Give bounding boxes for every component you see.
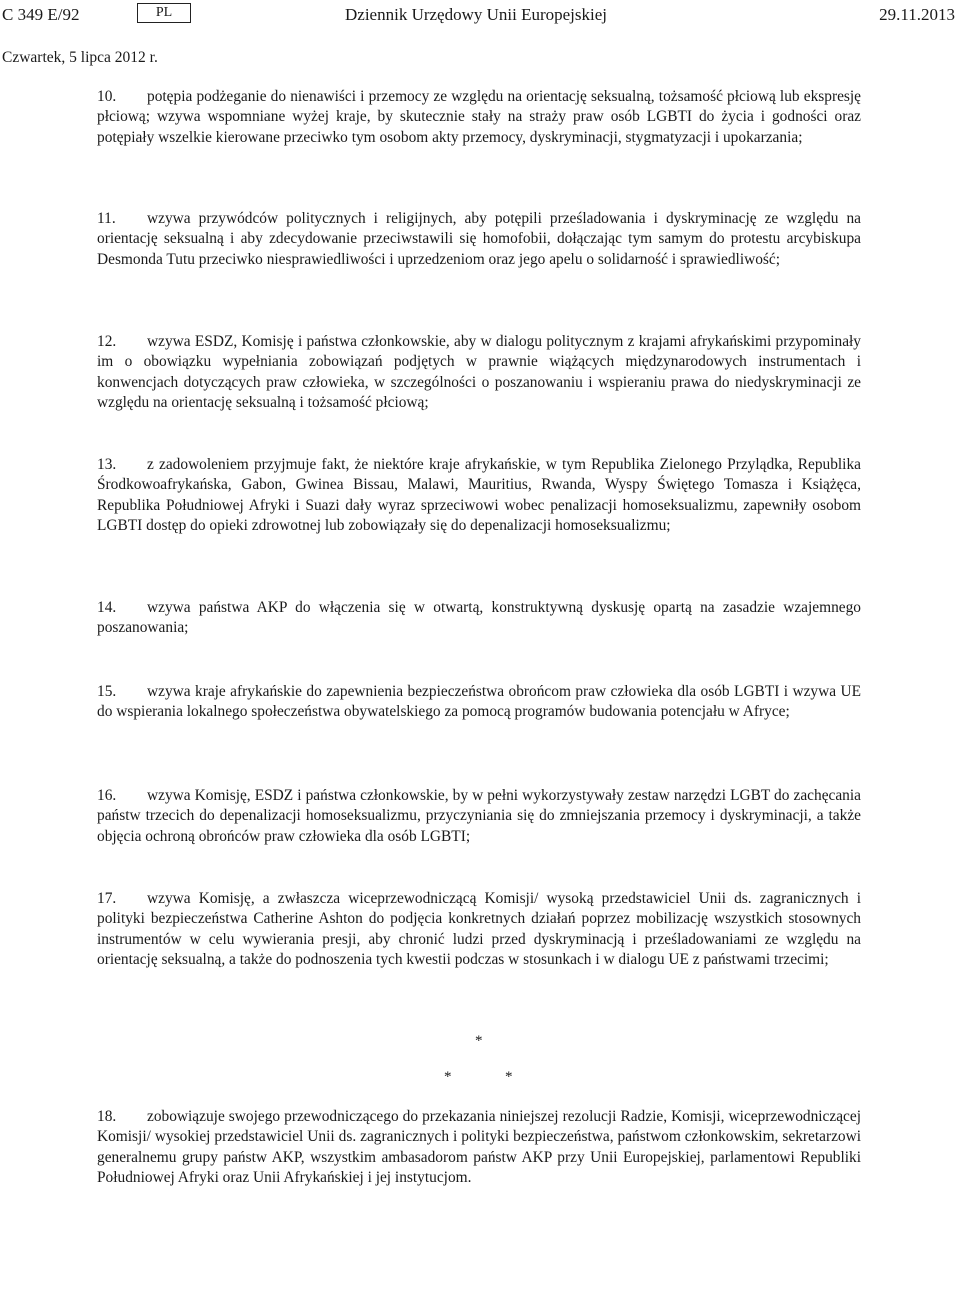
paragraph-number: 17. <box>97 890 117 907</box>
issue-number: C 349 E/92 <box>2 5 80 24</box>
journal-title: Dziennik Urzędowy Unii Europejskiej <box>345 5 608 24</box>
paragraph-text: wzywa kraje afrykańskie do zapewnienia bezpieczeństwa obrońcom praw człowieka dla osób LGBTI i wzywa UE do wspierania lokalnego społeczeństwa obywatelskiego za pomocą programów budowania potencjału w Afryce; <box>97 683 861 721</box>
paragraph-number: 12. <box>97 333 117 350</box>
paragraph-text: wzywa ESDZ, Komisję i państwa członkowskie, aby w dialogu politycznym z krajami afrykańskimi przypominały im o obowiązku wypełniania zobowiązań podjętych w prawnie wiążących międzynarodowych instrumentach i konwencjach dotyczących praw człowieka, w szczególności o poszanowaniu i wspieraniu prawa do niedyskryminacji ze względu na orientację seksualną i tożsamość płciową; <box>97 333 861 412</box>
paragraph-number: 15. <box>97 683 117 700</box>
paragraph-text: wzywa państwa AKP do włączenia się w otwartą, konstruktywną dyskusję opartą na zasadzie wzajemnego poszanowania; <box>97 599 861 637</box>
paragraph-number: 11. <box>97 210 116 227</box>
paragraph-text: zobowiązuje swojego przewodniczącego do przekazania niniejszej rezolucji Radzie, Komisji, wiceprzewodniczącej Komisji/ wysokiej przedstawiciel Unii ds. zagranicznych i polityki bezpieczeństwa, państwom członkowskim, sekretarzowi generalnemu grupy państw AKP, wszystkim ambasadorom państw AKP przy Unii Europejskiej, parlamentowi Republiki Południowej Afryki oraz Unii Afrykańskiej i jej instytucjom. <box>97 1108 861 1187</box>
paragraph-18 <box>97 1107 861 1189</box>
paragraph-number: 14. <box>97 599 117 616</box>
paragraph-17 <box>97 889 861 971</box>
separator-asterisk: * <box>444 1069 452 1085</box>
paragraph-text: wzywa przywódców politycznych i religijnych, aby potępili prześladowania i dyskryminację ze względu na orientację seksualną i aby zdecydowanie przeciwstawili się homofobii, dołączając tym samym do protestu arcybiskupa Desmonda Tutu przeciwko niesprawiedliwości i uprzedzeniom oraz jego apelu o solidarność i sprawiedliwość; <box>97 210 861 268</box>
paragraph-number: 10. <box>97 88 117 105</box>
separator-asterisk: * <box>475 1033 483 1049</box>
separator-asterisk: * <box>505 1069 513 1085</box>
paragraph-number: 13. <box>97 456 117 473</box>
paragraph-text: wzywa Komisję, ESDZ i państwa członkowskie, by w pełni wykorzystywały zestaw narzędzi LGBT do zachęcania państw trzecich do depenalizacji homoseksualizmu, przyczyniania się do zmniejszania przemocy i dyskryminacji, a także objęcia ochroną obrońców praw człowieka dla osób LGBTI; <box>97 787 861 845</box>
paragraph-12 <box>97 332 861 414</box>
paragraph-number: 16. <box>97 787 117 804</box>
paragraph-13 <box>97 455 861 537</box>
paragraph-text: potępia podżeganie do nienawiści i przemocy ze względu na orientację seksualną, tożsamość płciową lub ekspresję płciową; wzywa wspomniane wyżej kraje, by skutecznie stały na straży praw osób LGBTI do życia i godności oraz potępiały wszelkie kierowane przeciwko tym osobom akty przemocy, dyskryminacji, stygmatyzacji i upokarzania; <box>97 88 861 146</box>
paragraph-11 <box>97 209 861 270</box>
paragraph-text: z zadowoleniem przyjmuje fakt, że niektóre kraje afrykańskie, w tym Republika Zielonego Przylądka, Republika Środkowoafrykańska, Gabon, Gwinea Bissau, Malawi, Mauritius, Rwanda, Wyspy Świętego Tomasza i Książęca, Republika Południowej Afryki i Suazi dały wyraz sprzeciwowi wobec penalizacji homoseksualizmu, zapewniły osobom LGBTI dostęp do opieki zdrowotnej lub zobowiązały się do depenalizacji homoseksualizmu; <box>97 456 861 535</box>
session-date: Czwartek, 5 lipca 2012 r. <box>2 49 158 66</box>
paragraph-number: 18. <box>97 1108 117 1125</box>
paragraph-15 <box>97 682 861 723</box>
language-badge: PL <box>137 3 191 23</box>
publication-date: 29.11.2013 <box>879 5 955 24</box>
paragraph-text: wzywa Komisję, a zwłaszcza wiceprzewodniczącą Komisji/ wysoką przedstawiciel Unii ds. zagranicznych i polityki bezpieczeństwa Catherine Ashton do podjęcia konkretnych działań poprzez mobilizację wszystkich stosownych instrumentów w celu wywierania presji, aby chronić ludzi przed dyskryminacją i prześladowaniami ze względu na orientację seksualną, a także do podnoszenia tych kwestii podczas w stosunkach i w dialogu UE z państwami trzecimi; <box>97 890 861 969</box>
journal-header <box>0 3 960 27</box>
paragraph-16 <box>97 786 861 847</box>
paragraph-14 <box>97 598 861 639</box>
paragraph-10 <box>97 87 861 148</box>
